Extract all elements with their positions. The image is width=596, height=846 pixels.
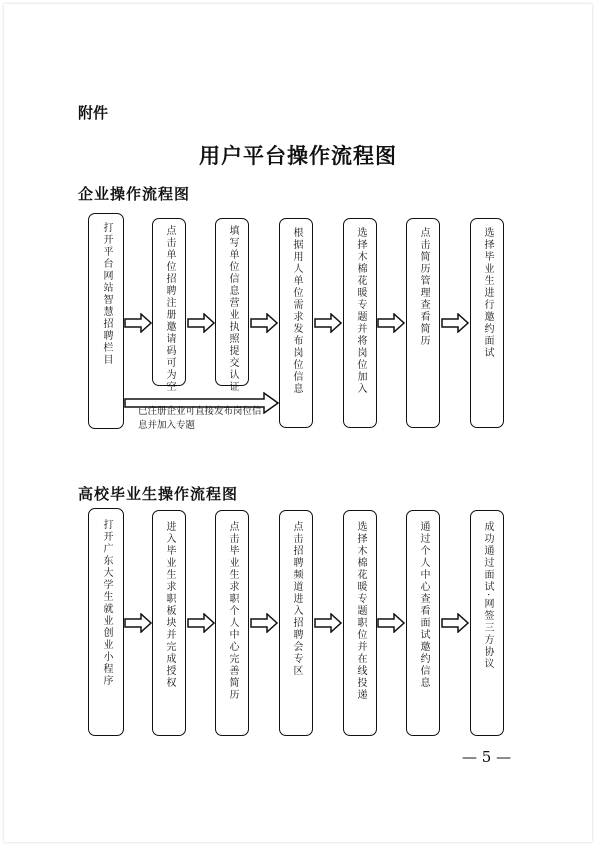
graduate-step-2 xyxy=(152,510,186,736)
enterprise-step-4-text: 根据用人单位需求发布岗位信息 xyxy=(291,227,302,395)
arrow-right-icon xyxy=(377,313,405,333)
enterprise-step-3 xyxy=(215,218,249,393)
arrow-right-icon xyxy=(250,613,278,633)
attachment-label: 附件 xyxy=(78,104,109,122)
graduate-step-7 xyxy=(470,510,504,736)
graduate-step-5-text: 选择木棉花暖专题职位并在线投递 xyxy=(355,521,366,701)
enterprise-step-5-text: 选择木棉花暖专题并将岗位加入 xyxy=(355,227,366,395)
graduate-step-3-text: 点击毕业生求职个人中心完善简历 xyxy=(227,521,238,701)
enterprise-flow-heading: 企业操作流程图 xyxy=(78,185,191,203)
graduate-step-7-text: 成功通过面试·网签三方协议 xyxy=(482,521,493,671)
arrow-right-icon xyxy=(250,313,278,333)
graduate-step-6-text: 通过个人中心查看面试邀约信息 xyxy=(418,521,429,689)
page-number: — 5 — xyxy=(462,748,512,766)
graduate-step-1 xyxy=(88,508,124,736)
enterprise-step-7-text: 选择毕业生进行邀约面试 xyxy=(482,227,493,359)
arrow-right-icon xyxy=(187,313,215,333)
graduate-step-4-text: 点击招聘频道进入招聘会专区 xyxy=(291,521,302,677)
graduate-step-3 xyxy=(215,510,249,736)
shortcut-note: 已注册企业可直接发布岗位信息并加入专题 xyxy=(138,406,262,431)
graduate-step-6 xyxy=(406,510,440,736)
enterprise-step-3-text: 填写单位信息营业执照提交认证 xyxy=(227,225,238,393)
page-title: 用户平台操作流程图 xyxy=(199,144,397,168)
arrow-right-icon xyxy=(314,313,342,333)
arrow-right-icon xyxy=(124,313,152,333)
graduate-step-1-text: 打开广东大学生就业创业小程序 xyxy=(101,519,112,687)
arrow-right-icon xyxy=(124,613,152,633)
enterprise-step-7 xyxy=(470,218,504,428)
enterprise-step-6 xyxy=(406,218,440,428)
enterprise-step-1 xyxy=(88,213,124,429)
enterprise-step-6-text: 点击简历管理查看简历 xyxy=(418,227,429,347)
arrow-right-icon xyxy=(441,613,469,633)
graduate-step-4 xyxy=(279,510,313,736)
graduate-flow-heading: 高校毕业生操作流程图 xyxy=(78,485,239,503)
enterprise-step-2 xyxy=(152,218,186,393)
enterprise-step-2-text: 点击单位招聘注册邀请码可为空 xyxy=(164,225,175,393)
arrow-right-icon xyxy=(187,613,215,633)
enterprise-step-5 xyxy=(343,218,377,428)
enterprise-step-4 xyxy=(279,218,313,428)
graduate-step-2-text: 进入毕业生求职板块并完成授权 xyxy=(164,521,175,689)
graduate-step-5 xyxy=(343,510,377,736)
arrow-right-icon xyxy=(441,313,469,333)
enterprise-step-1-text: 打开平台网站智慧招聘栏目 xyxy=(101,222,112,366)
arrow-right-icon xyxy=(377,613,405,633)
arrow-right-icon xyxy=(314,613,342,633)
